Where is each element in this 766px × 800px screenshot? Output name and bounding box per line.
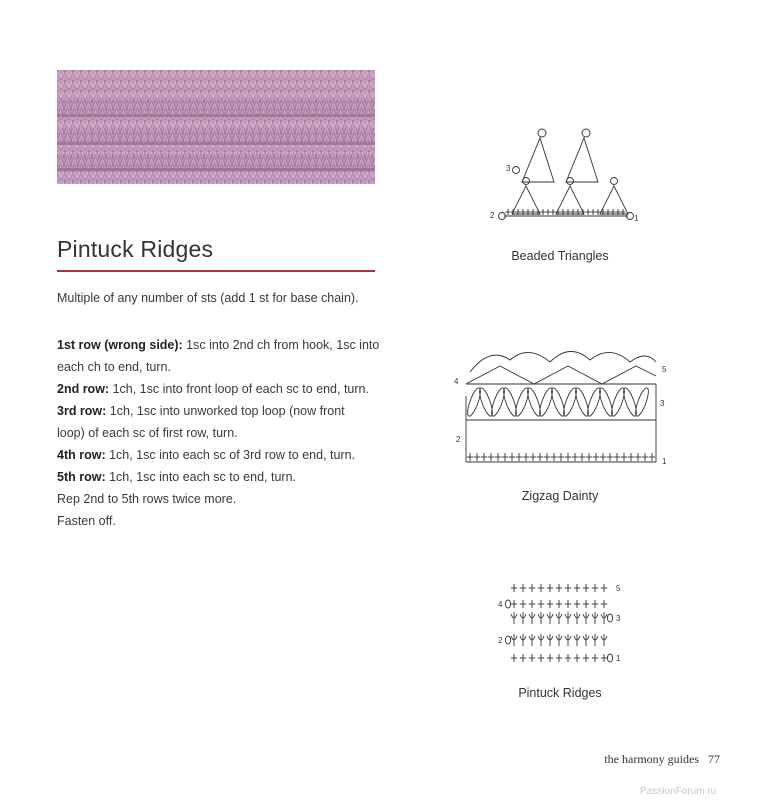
instruction-line: 3rd row: 1ch, 1sc into unworked top loop (now front — [57, 404, 345, 418]
instruction-line: 5th row: 1ch, 1sc into each sc to end, turn. — [57, 470, 296, 484]
watermark: PassionForum.ru — [640, 786, 717, 797]
row-number: 4 — [454, 377, 459, 386]
stitch-symbol — [465, 387, 483, 418]
pattern-title: Pintuck Ridges — [57, 236, 214, 262]
row-number: 3 — [616, 614, 621, 623]
row-number: 2 — [456, 435, 461, 444]
diagram-caption-zigzag-dainty: Zigzag Dainty — [521, 489, 599, 503]
stitch-symbol — [561, 387, 579, 418]
stitch-symbol — [621, 387, 639, 418]
stitch-symbol — [525, 387, 543, 418]
instruction-line: 2nd row: 1ch, 1sc into front loop of each sc to end, turn. — [57, 382, 369, 396]
stitch-symbol — [609, 387, 627, 418]
stitch-symbol — [537, 387, 555, 418]
diagram-caption-pintuck-ridges: Pintuck Ridges — [518, 686, 602, 700]
instruction-line: loop) of each sc of first row, turn. — [57, 426, 238, 440]
beaded-triangles-diagram — [482, 124, 642, 228]
row-number: 1 — [634, 214, 639, 223]
instruction-line: 4th row: 1ch, 1sc into each sc of 3rd row to end, turn. — [57, 448, 356, 462]
swatch-photo-image — [57, 70, 375, 184]
row-number: 3 — [660, 399, 665, 408]
pattern-instructions — [57, 334, 387, 532]
stitch-symbol — [477, 387, 495, 418]
stitch-symbol — [549, 387, 567, 418]
book-title: the harmony guides — [604, 752, 699, 766]
instruction-line: Fasten off. — [57, 514, 116, 528]
stitch-symbol — [633, 387, 651, 418]
row-number: 1 — [616, 654, 621, 663]
row-number: 2 — [490, 211, 495, 220]
instruction-line: Rep 2nd to 5th rows twice more. — [57, 492, 237, 506]
pattern-intro: Multiple of any number of sts (add 1 st for base chain). — [57, 291, 359, 305]
zigzag-dainty-diagram — [450, 336, 670, 468]
page-footer — [560, 752, 720, 767]
stitch-symbol — [501, 387, 519, 418]
row-number: 2 — [498, 636, 503, 645]
page-number: 77 — [708, 752, 720, 766]
stitch-symbol — [513, 387, 531, 418]
instruction-line: 1st row (wrong side): 1sc into 2nd ch from hook, 1sc into — [57, 338, 380, 352]
row-number: 5 — [616, 584, 621, 593]
stitch-symbol — [573, 387, 591, 418]
row-number: 4 — [498, 600, 503, 609]
stitch-symbol — [585, 387, 603, 418]
pintuck-ridges-diagram — [494, 578, 628, 666]
instruction-line: each ch to end, turn. — [57, 360, 171, 374]
row-number: 5 — [662, 365, 667, 374]
row-number: 1 — [662, 457, 667, 466]
title-underline — [57, 270, 375, 272]
diagram-caption-beaded-triangles: Beaded Triangles — [511, 249, 609, 263]
stitch-symbol — [489, 387, 507, 418]
swatch-photo — [57, 70, 375, 184]
stitch-symbol — [597, 387, 615, 418]
row-number: 3 — [506, 164, 511, 173]
